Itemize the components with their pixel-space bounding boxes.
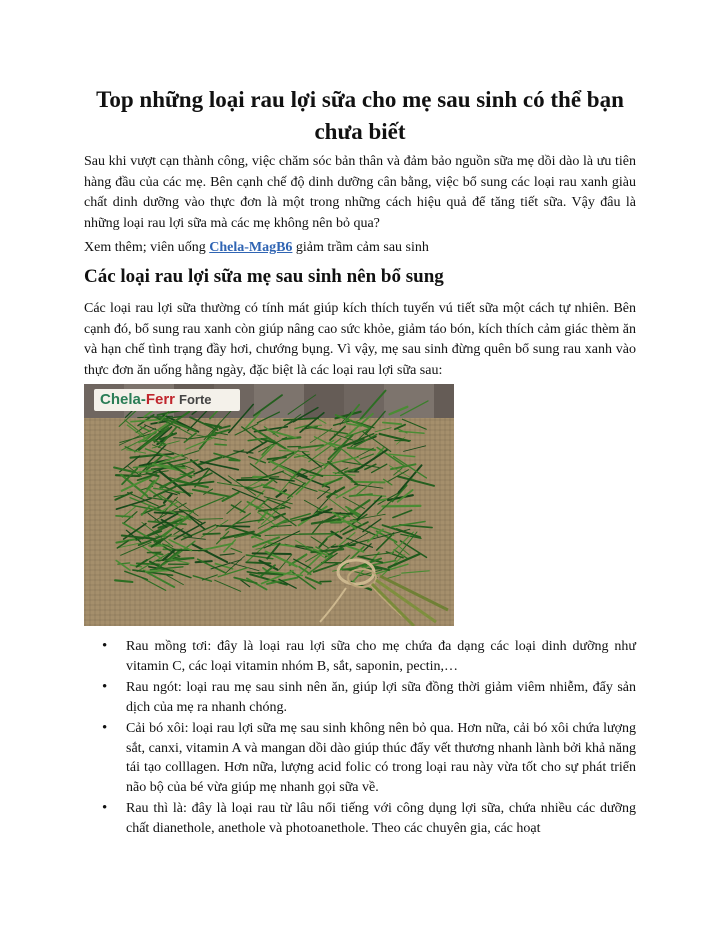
chela-ferr-forte-logo: Chela-Ferr Forte (94, 389, 240, 411)
dill-frond (125, 571, 148, 579)
dill-frond (383, 423, 401, 425)
section-heading: Các loại rau lợi sữa mẹ sau sinh nên bổ sung (84, 266, 444, 287)
dill-frond (246, 488, 263, 494)
dill-frond (131, 420, 158, 422)
dill-frond (304, 500, 321, 509)
dill-frond (115, 580, 132, 582)
dill-frond (382, 506, 420, 507)
dill-frond (116, 516, 132, 517)
dill-frond (345, 545, 364, 551)
dill-frond (116, 561, 130, 571)
dill-frond (225, 556, 244, 573)
see-also-prefix: Xem thêm; viên uống (84, 240, 210, 255)
dill-frond (253, 536, 263, 540)
list-item: • Cải bó xôi: loại rau lợi sữa mẹ sau sinh không nên bỏ qua. Hơn nữa, cải bó xôi chứa lượng sắt, canxi, vitamin A và mangan dồi dào giúp thúc đẩy vết thương nhanh lành bởi khả năng tái tạo colllagen. Hơn nữa, lượng acid folic có trong loại rau này vừa tốt cho sự phát triển não bộ của bé vừa giúp mẹ nhanh gọi sữa về. (84, 719, 636, 797)
dill-frond (375, 428, 391, 432)
intro-paragraph: Sau khi vượt cạn thành công, việc chăm sóc bản thân và đảm bảo nguồn sữa mẹ dồi dào là ưu tiên hàng đầu của các mẹ. Bên cạnh chế độ dinh dưỡng cân bằng, việc bổ sung các loại rau xanh giàu chất dinh dưỡng vào thực đơn là một trong những cách hiệu quả để tăng tiết sữa. Vậy đâu là những loại rau lợi sữa mà các mẹ không nên bỏ qua? (84, 154, 636, 231)
dill-frond (247, 441, 267, 453)
dill-frond (163, 568, 191, 578)
dill-frond (393, 510, 412, 517)
dill-frond (402, 419, 426, 429)
dill-bundle-photo (84, 384, 454, 626)
dill-frond (202, 575, 217, 580)
see-also-suffix: giảm trầm cảm sau sinh (292, 240, 429, 255)
dill-frond (262, 484, 293, 496)
page-title: Top những loại rau lợi sữa cho mẹ sau sinh có thể bạn chưa biết (96, 87, 624, 144)
dill-frond (217, 526, 250, 527)
dill-frond (232, 505, 245, 512)
dill-frond (399, 431, 424, 433)
dill-frond (217, 483, 253, 489)
dill-frond (265, 534, 301, 535)
see-also-line (84, 238, 636, 259)
dill-frond (182, 451, 199, 456)
dill-frond (263, 487, 274, 488)
dill-frond (397, 529, 413, 535)
dill-frond (356, 482, 372, 495)
dill-frond (404, 446, 426, 452)
dill-frond (279, 451, 309, 452)
dill-frond (322, 478, 342, 487)
dill-frond (215, 444, 226, 445)
dill-frond (260, 565, 275, 577)
dill-frond (377, 448, 404, 467)
dill-frond (257, 412, 279, 423)
dill-frond (193, 490, 231, 497)
list-item: • Rau ngót: loại rau mẹ sau sinh nên ăn, giúp lợi sữa đồng thời giảm viêm nhiễm, đẩy sản dịch của mẹ ra nhanh chóng. (84, 678, 636, 717)
dill-frond (360, 454, 373, 459)
dill-frond (198, 519, 223, 520)
dill-frond (220, 554, 234, 555)
dill-frond (273, 414, 301, 434)
dill-frond (399, 465, 422, 492)
dill-icon (84, 384, 454, 626)
dill-frond (203, 534, 220, 535)
dill-frond (284, 418, 318, 420)
dill-frond (269, 543, 295, 547)
dill-frond (216, 564, 233, 569)
dill-frond (398, 476, 434, 485)
dill-frond (402, 571, 430, 573)
dill-frond (229, 563, 259, 571)
vegetable-list (84, 637, 636, 840)
list-item: • Rau mồng tơi: đây là loại rau lợi sữa cho mẹ chứa đa dạng các loại dinh dưỡng như vitamin C, các loại vitamin nhóm B, sắt, saponin, pectin,… (84, 637, 636, 676)
list-item: • Rau thì là: đây là loại rau từ lâu nổi tiếng với công dụng lợi sữa, chứa nhiều các dưỡng chất dianethole, anethole và photoanethole. Theo các chuyên gia, các hoạt (84, 799, 636, 838)
dill-frond (231, 548, 242, 552)
dill-frond (234, 578, 256, 584)
dill-frond (352, 482, 385, 483)
dill-frond (229, 460, 239, 461)
dill-frond (167, 575, 184, 584)
dill-frond (350, 494, 373, 496)
dill-frond (215, 580, 241, 591)
dill-frond (174, 438, 187, 439)
dill-frond (268, 430, 297, 438)
dill-frond (136, 470, 154, 472)
dill-frond (368, 529, 383, 542)
dill-frond (189, 498, 224, 512)
section-body: Các loại rau lợi sữa thường có tính mát giúp kích thích tuyến vú tiết sữa một cách tự nhiên. Bên cạnh đó, bổ sung rau xanh còn giúp nâng cao sức khỏe, giảm táo bón, kích thích cảm giác thèm ăn và hạn chế tình trạng đầy hơi, chướng bụng. Vì vậy, mẹ sau sinh đừng quên bổ sung rau xanh vào thực đơn ăn uống hằng ngày, đặc biệt là các loại rau lợi sữa sau: (84, 301, 636, 378)
twine-tie (320, 560, 448, 626)
dill-frond (131, 455, 157, 458)
dill-frond (355, 450, 387, 471)
dill-frond (395, 425, 405, 430)
chela-magb6-link[interactable]: Chela-MagB6 (209, 240, 293, 255)
